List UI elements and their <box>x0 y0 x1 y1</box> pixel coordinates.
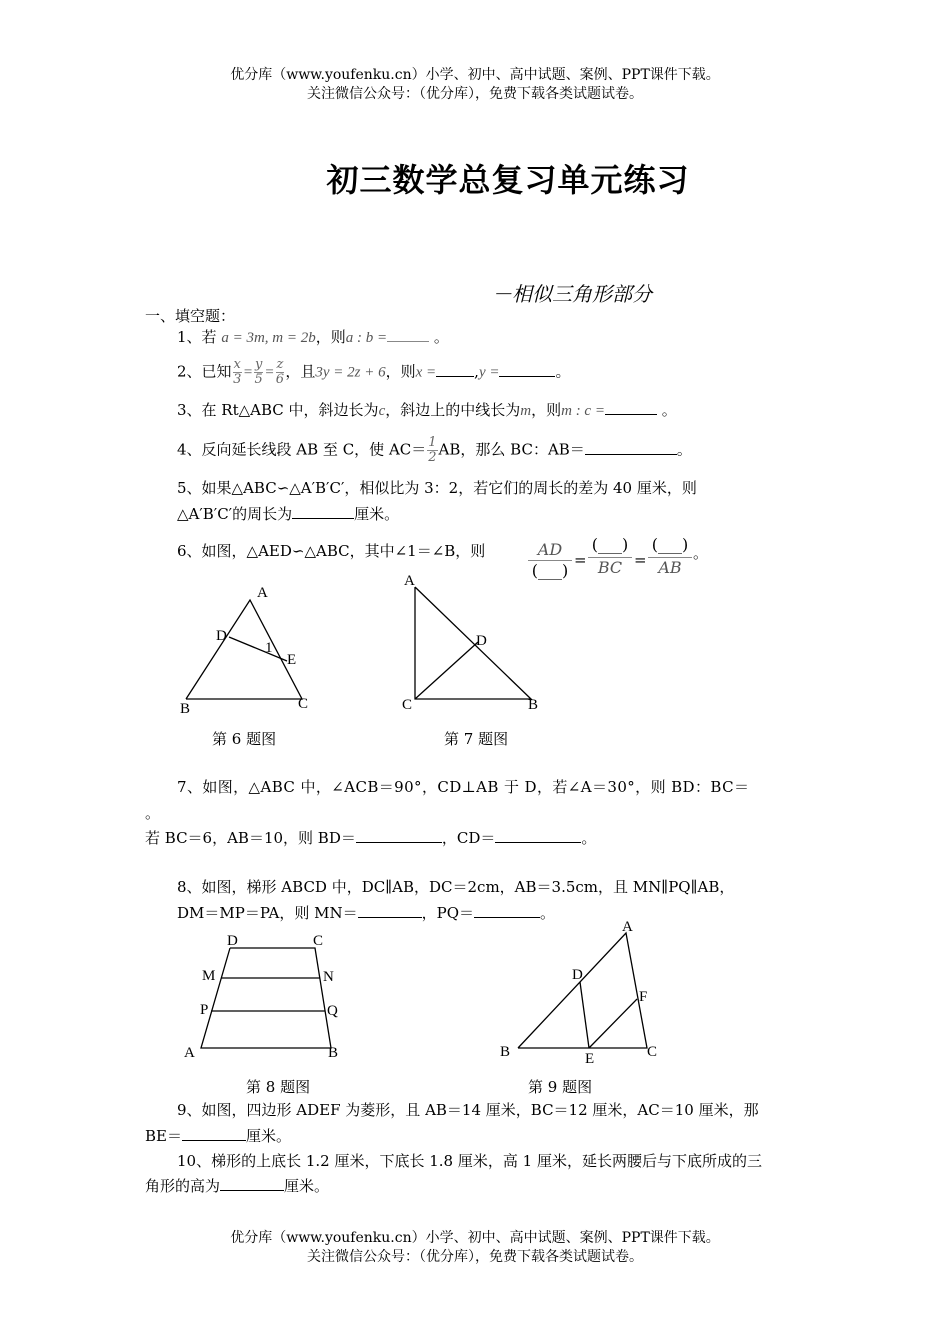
question-10-line-2 <box>145 1175 329 1197</box>
fig6-label-b: B <box>180 701 191 717</box>
q5-line2-end: 厘米。 <box>354 505 400 523</box>
question-5-line-1: 5、如果△ABC∽△A′B′C′，相似比为 3：2，若它们的周长的差为 40 厘米，则 <box>177 479 697 497</box>
q7-line3-mid: ，CD＝ <box>441 829 496 847</box>
fig7-label-b: B <box>528 697 539 713</box>
q2-prefix: 2、已知 <box>177 362 232 381</box>
fig9-segment-de <box>580 982 589 1048</box>
q3-c: c <box>378 403 386 419</box>
fig7-caption: 第 7 题图 <box>444 730 509 748</box>
q2-y-blank[interactable] <box>499 362 555 377</box>
fig8-caption: 第 8 题图 <box>246 1078 311 1096</box>
q2-then: ，则 <box>385 362 416 381</box>
q6-blank-2[interactable]: (___) <box>588 535 632 558</box>
fig9-label-a: A <box>622 919 633 935</box>
figure-9 <box>496 915 676 1070</box>
q4-end: 。 <box>676 440 692 459</box>
q1-prefix: 1、若 <box>177 328 217 346</box>
q2-fraction-z: $\frac{z}{6}$ <box>275 357 285 387</box>
question-6: 6、如图，△AED∽△ABC，其中∠1＝∠B，则 <box>177 542 486 560</box>
q3-m: m <box>520 403 532 419</box>
q6-fraction-2: (___) BC <box>588 535 632 577</box>
q3-answer-blank[interactable] <box>605 400 657 415</box>
fig9-label-e: E <box>585 1051 595 1067</box>
fig8-trapezoid-abcd <box>201 948 331 1048</box>
q2-expression: 3y = 2z + 6 <box>315 364 386 381</box>
question-7-line-3 <box>145 827 596 849</box>
q6-fraction-3: (___) AB <box>648 535 692 577</box>
footer-line-1: 优分库（www.youfenku.cn）小学、初中、高中试题、案例、PPT课件下载。 <box>230 1230 720 1246</box>
q10-line2-end: 厘米。 <box>284 1177 330 1195</box>
q9-answer-blank[interactable] <box>182 1126 246 1141</box>
question-9-line-1: 9、如图，四边形 ADEF 为菱形，且 AB＝14 厘米，BC＝12 厘米，AC＝10 厘米，那 <box>177 1101 759 1119</box>
fig8-label-c: C <box>313 933 324 949</box>
fig6-label-e: E <box>287 652 297 668</box>
q1-expression: a = 3m, m = 2b <box>221 330 316 346</box>
fig9-label-d: D <box>572 967 583 983</box>
q3-ask: m : c = <box>561 403 605 419</box>
q7-line3-end: 。 <box>581 829 597 847</box>
question-4 <box>177 436 692 465</box>
header-line-2: 关注微信公众号：（优分库），免费下载各类试题试卷。 <box>307 86 643 102</box>
footer-line-2: 关注微信公众号：（优分库），免费下载各类试题试卷。 <box>307 1249 643 1265</box>
fig8-label-m: M <box>202 968 216 984</box>
fig8-label-b: B <box>328 1045 339 1061</box>
q1-end: 。 <box>433 328 449 346</box>
q8-line2-end: 。 <box>540 904 556 922</box>
q3-then: ，则 <box>531 401 562 419</box>
fig7-label-d: D <box>476 633 487 649</box>
question-1 <box>177 326 449 349</box>
q1-answer-blank[interactable] <box>387 327 429 342</box>
fig6-label-1: 1 <box>265 640 273 656</box>
question-7-line-1: 7、如图，△ABC 中，∠ACB＝90°，CD⊥AB 于 D，若∠A＝30°，则 BD：BC＝ <box>177 778 750 796</box>
fig6-label-c: C <box>298 696 309 712</box>
q6-end: 。 <box>693 544 709 562</box>
q5-line2-text: △A′B′C′的周长为 <box>177 505 293 523</box>
question-10-line-1: 10、梯形的上底长 1.2 厘米，下底长 1.8 厘米，高 1 厘米，延长两腰后与下底所成的三 <box>177 1152 762 1170</box>
q8-mn-blank[interactable] <box>358 903 422 918</box>
question-3 <box>177 399 677 422</box>
fig6-triangle-abc <box>186 600 302 699</box>
q9-line2-end: 厘米。 <box>245 1127 291 1145</box>
fig7-triangle-abc <box>415 587 531 699</box>
q1-ask: a : b = <box>345 330 388 346</box>
q7-cd-blank[interactable] <box>495 828 581 843</box>
q8-line2-text: DM＝MP＝PA，则 MN＝ <box>177 904 358 922</box>
q3-end: 。 <box>661 401 677 419</box>
q4-post: AB，那么 BC：AB＝ <box>438 440 585 459</box>
fig7-segment-cd <box>415 642 478 699</box>
fig8-label-a: A <box>184 1045 195 1061</box>
q9-line2-text: BE＝ <box>145 1127 182 1145</box>
section-heading: 一、填空题： <box>145 307 236 325</box>
fig9-caption: 第 9 题图 <box>528 1078 593 1096</box>
fig8-label-q: Q <box>327 1003 338 1019</box>
q4-answer-blank[interactable] <box>585 440 677 455</box>
q3-prefix: 3、在 Rt△ABC 中，斜边长为 <box>177 401 379 419</box>
question-7-line-2: 。 <box>145 804 161 822</box>
page-subtitle: －相似三角形部分 <box>492 282 652 306</box>
q3-mid: ，斜边上的中线长为 <box>385 401 521 419</box>
figure-8 <box>178 928 358 1068</box>
figure-6 <box>170 575 340 725</box>
fig7-label-a: A <box>404 573 415 589</box>
q2-end: 。 <box>555 362 571 381</box>
q2-fraction-y: $\frac{y}{5}$ <box>254 357 263 387</box>
q7-line3-text: 若 BC＝6，AB＝10，则 BD＝ <box>145 829 356 847</box>
q6-blank-3[interactable]: (___) <box>648 535 692 558</box>
q10-answer-blank[interactable] <box>220 1176 284 1191</box>
question-8-line-1: 8、如图，梯形 ABCD 中，DC∥AB，DC＝2cm，AB＝3.5cm，且 MN∥PQ∥AB， <box>177 878 735 896</box>
figure-7 <box>396 568 556 718</box>
q2-y-label: y = <box>478 364 500 381</box>
question-9-line-2 <box>145 1125 291 1147</box>
q7-bd-blank[interactable] <box>356 828 442 843</box>
q1-mid: ，则 <box>315 328 346 346</box>
question-2: 2、已知 $\frac{x}{3}$ = $\frac{y}{5}$ = $\frac{z}{6}$ ，且3y = 2z + 6，则x = ,y = 。 <box>177 357 571 387</box>
q4-prefix: 4、反向延长线段 AB 至 C，使 AC＝ <box>177 440 427 459</box>
q2-separator: , <box>474 362 479 381</box>
q2-mid: ，且 <box>285 362 316 381</box>
fig6-label-d: D <box>216 628 227 644</box>
fig8-label-p: P <box>200 1002 209 1018</box>
fig6-caption: 第 6 题图 <box>212 730 277 748</box>
fig6-segment-de <box>229 637 287 661</box>
header-line-1: 优分库（www.youfenku.cn）小学、初中、高中试题、案例、PPT课件下载。 <box>230 67 720 83</box>
question-5-line-2 <box>177 503 399 525</box>
fig9-label-f: F <box>639 989 648 1005</box>
q10-line2-text: 角形的高为 <box>145 1177 221 1195</box>
q2-x-blank[interactable] <box>436 362 474 377</box>
q5-answer-blank[interactable] <box>292 504 354 519</box>
q6-fraction-1: AD (___) <box>528 540 572 580</box>
q2-x-label: x = <box>415 364 437 381</box>
fig6-label-a: A <box>257 585 268 601</box>
fig9-label-c: C <box>647 1044 658 1060</box>
q2-fraction-x: $\frac{x}{3}$ <box>233 357 242 387</box>
q6-blank-1[interactable]: (___) <box>531 561 569 580</box>
fig7-label-c: C <box>402 697 413 713</box>
q8-line2-mid: ，PQ＝ <box>421 904 475 922</box>
page-title: 初三数学总复习单元练习 <box>326 161 690 199</box>
fig9-triangle-abc <box>518 933 647 1048</box>
q4-fraction: $\frac{1}{2}$ <box>428 435 437 465</box>
fig9-segment-ef <box>589 999 637 1048</box>
fig8-label-n: N <box>323 969 334 985</box>
fig8-label-d: D <box>227 933 238 949</box>
fig9-label-b: B <box>500 1044 511 1060</box>
